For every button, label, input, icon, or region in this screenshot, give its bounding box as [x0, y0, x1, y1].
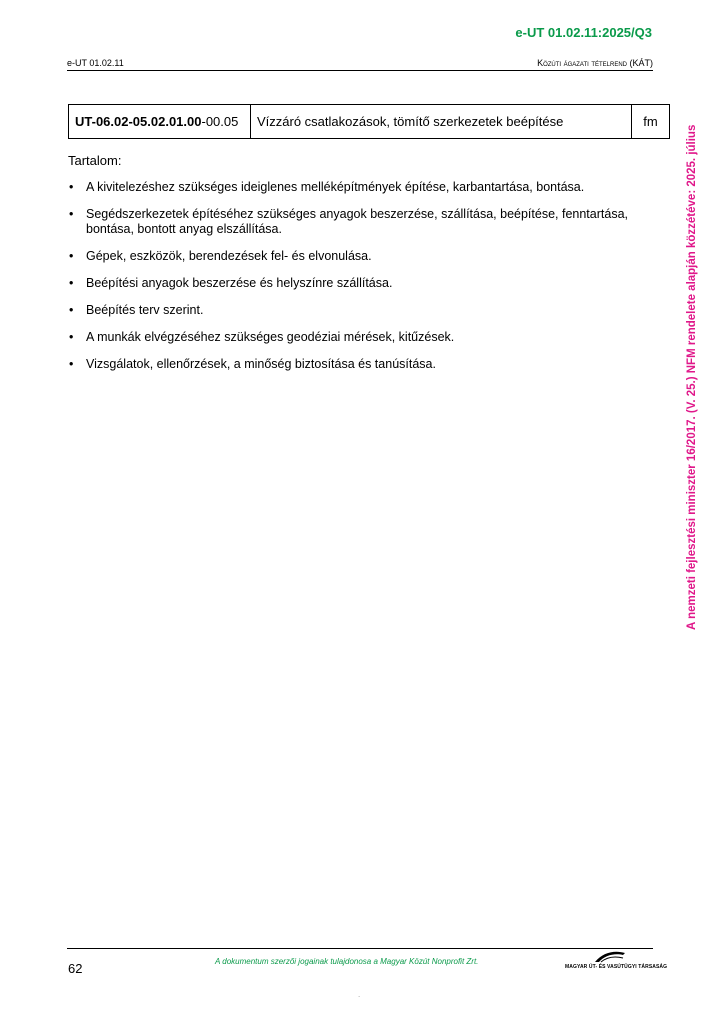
content-heading: Tartalom: [68, 153, 122, 168]
content-list [68, 180, 628, 384]
list-item-text: Gépek, eszközök, berendezések fel- és elvonulása. [86, 249, 372, 263]
bullet-icon: • [69, 249, 74, 263]
item-code-suffix: -00.05 [201, 114, 239, 129]
bullet-icon: • [69, 276, 74, 290]
list-item [68, 330, 628, 345]
publication-note: A nemzeti fejlesztési miniszter 16/2017. (V. 25.) NFM rendelete alapján közzétéve: 2025. július [686, 124, 698, 630]
list-item [68, 180, 628, 195]
header-right: Közúti ágazati tételrend (KÁT) [537, 58, 653, 68]
bottom-mark: . [358, 990, 361, 999]
list-item [68, 357, 628, 372]
list-item-text: A munkák elvégzéséhez szükséges geodéziai mérések, kitűzések. [86, 330, 455, 344]
bullet-icon: • [69, 357, 74, 371]
list-item [68, 207, 628, 237]
list-item-text: Vizsgálatok, ellenőrzések, a minőség biztosítása és tanúsítása. [86, 357, 436, 371]
list-item-text: Beépítés terv szerint. [86, 303, 204, 317]
road-swoosh-icon [593, 950, 627, 964]
bullet-icon: • [69, 303, 74, 317]
list-item-text: Beépítési anyagok beszerzése és helyszínre szállítása. [86, 276, 393, 290]
document-id: e-UT 01.02.11:2025/Q3 [515, 25, 652, 40]
copyright-notice: A dokumentum szerzői jogainak tulajdonosa a Magyar Közút Nonprofit Zrt. [215, 957, 479, 966]
item-code [69, 105, 251, 138]
list-item-text: A kivitelezéshez szükséges ideiglenes melléképítmények építése, karbantartása, bontása. [86, 180, 585, 194]
list-item [68, 249, 628, 264]
list-item [68, 303, 628, 318]
list-item [68, 276, 628, 291]
item-code-main: UT-06.02-05.02.01.00 [75, 114, 202, 129]
item-description: Vízzáró csatlakozások, tömítő szerkezetek beépítése [251, 105, 632, 138]
item-unit: fm [643, 114, 658, 129]
bullet-icon: • [69, 207, 74, 221]
header-left: e-UT 01.02.11 [67, 58, 124, 68]
footer-divider [67, 948, 653, 949]
bullet-icon: • [69, 180, 74, 194]
bullet-icon: • [69, 330, 74, 344]
logo-text: MAGYAR ÚT- ÉS VASÚTÜGYI TÁRSASÁG [565, 964, 668, 970]
item-table [68, 104, 670, 139]
company-logo [565, 950, 668, 972]
list-item-text: Segédszerkezetek építéséhez szükséges anyagok beszerzése, szállítása, beépítése, fenntartása, bontása, bontott anyag elszállítása. [86, 207, 628, 236]
running-header [67, 58, 653, 71]
page-number: 62 [68, 961, 83, 976]
